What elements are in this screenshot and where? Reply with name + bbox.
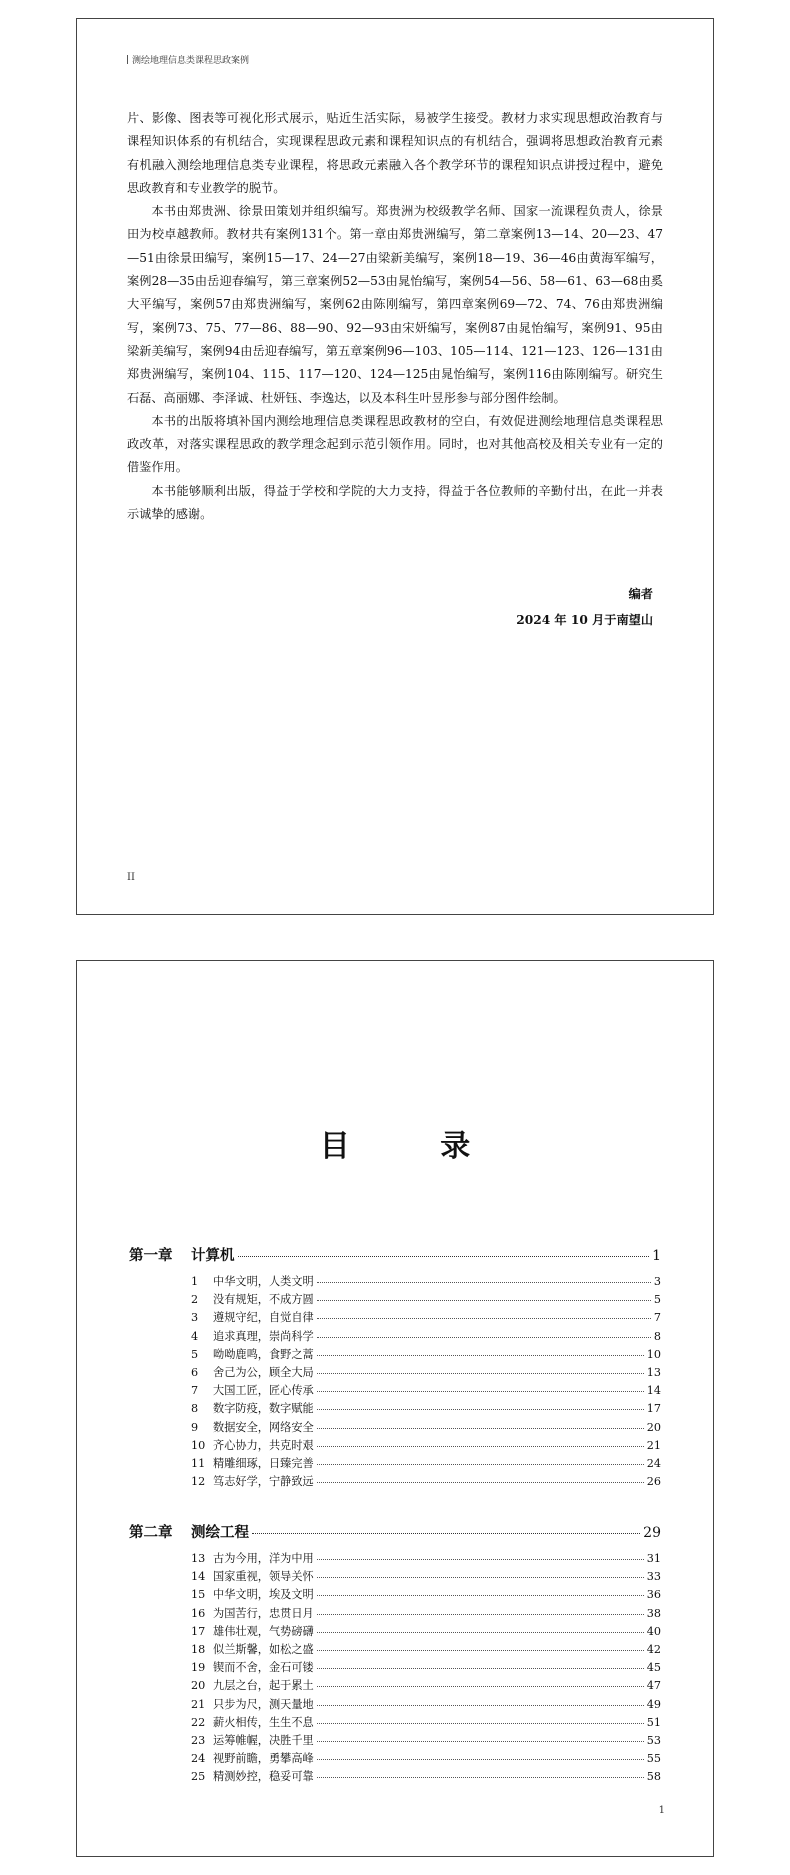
preface-paragraph: 片、影像、图表等可视化形式展示，贴近生活实际，易被学生接受。教材力求实现思想政治教育与课程知识体系的有机结合，实现课程思政元素和课程知识点的有机结合，强调将思想政治教育元素有机融入测绘地理信息类专业课程，将思政元素融入各个教学环节的课程知识点讲授过程中，避免思政教育和专业教学的脱节。 xyxy=(127,111,663,195)
toc-title: 目 录 xyxy=(319,1129,511,1164)
entry-number: 17 xyxy=(191,1624,206,1638)
entry-page: 13 xyxy=(646,1365,661,1379)
toc-entry[interactable] xyxy=(129,1623,661,1641)
toc-entry[interactable] xyxy=(129,1364,661,1382)
entry-page: 42 xyxy=(646,1642,661,1656)
preface-paragraph: 本书由郑贵洲、徐景田策划并组织编写。郑贵洲为校级教学名师、国家一流课程负责人，徐景田为校卓越教师。教材共有案例131个。第一章由郑贵洲编写，第二章案例13—14、20—23、47—51由徐景田编写，案例15—17、24—27由梁新美编写，案例18—19、36—46由黄海军编写，案例28—35由岳迎春编写，第三章案例52—53由晁怡编写，案例54—56、58—61、63—68由奚大平编写，案例57由郑贵洲编写，案例62由陈刚编写，第四章案例69—72、74、76由郑贵洲编写，案例73、75、77—86、88—90、92—93由宋妍编写，案例87由晁怡编写，案例91、95由梁新美编写，案例94由岳迎春编写，第五章案例96—103、105—114、121—123、126—131由郑贵洲编写，案例104、115、117—120、124—125由晁怡编写，案例116由陈刚编写。研究生石磊、高丽娜、李泽诚、杜妍钰、李逸达，以及本科生叶昱彤参与部分图件绘制。 xyxy=(127,204,663,405)
entry-title: 遵规守纪，自觉自律 xyxy=(213,1311,314,1325)
chapter-page: 29 xyxy=(643,1525,661,1541)
signature-date: 2024 年 10 月于南望山 xyxy=(516,613,653,627)
entry-number: 15 xyxy=(191,1588,206,1602)
entry-page: 38 xyxy=(646,1606,661,1620)
dot-leader xyxy=(317,1482,644,1483)
entry-page: 49 xyxy=(646,1697,661,1711)
page-number: II xyxy=(127,872,135,883)
dot-leader xyxy=(317,1650,644,1651)
entry-page: 45 xyxy=(646,1661,661,1675)
entry-title: 国家重视，领导关怀 xyxy=(213,1570,314,1584)
toc-page xyxy=(76,960,714,1857)
entry-title: 舍己为公，顾全大局 xyxy=(213,1365,314,1379)
dot-leader xyxy=(317,1686,644,1687)
dot-leader xyxy=(238,1256,650,1257)
entry-title: 为国苦行，忠贯日月 xyxy=(213,1606,314,1620)
preface-paragraph: 本书能够顺利出版，得益于学校和学院的大力支持，得益于各位教师的辛勤付出，在此一并表示诚挚的感谢。 xyxy=(127,483,663,522)
entry-page: 21 xyxy=(646,1438,661,1452)
chapter-entry[interactable] xyxy=(129,1521,661,1542)
entry-title: 没有规矩，不成方圆 xyxy=(213,1293,314,1307)
toc-entry[interactable] xyxy=(129,1768,661,1786)
dot-leader xyxy=(317,1318,651,1319)
dot-leader xyxy=(317,1559,644,1560)
toc-entry[interactable] xyxy=(129,1346,661,1364)
header-bar xyxy=(127,55,128,64)
entry-title: 数据安全，网络安全 xyxy=(213,1420,314,1434)
entry-number: 6 xyxy=(191,1365,199,1379)
toc-entry[interactable] xyxy=(129,1550,661,1568)
entry-number: 12 xyxy=(191,1475,206,1489)
dot-leader xyxy=(317,1632,644,1633)
entry-number: 19 xyxy=(191,1661,206,1675)
entry-page: 31 xyxy=(646,1552,661,1565)
chapter-number: 第一章 xyxy=(129,1247,173,1264)
dot-leader xyxy=(252,1533,640,1534)
entry-title: 数字防疫，数字赋能 xyxy=(213,1402,314,1416)
entry-number: 8 xyxy=(191,1402,199,1416)
entry-number: 11 xyxy=(191,1456,206,1470)
entry-number: 22 xyxy=(191,1715,206,1729)
toc-entry[interactable] xyxy=(129,1641,661,1659)
entry-number: 5 xyxy=(191,1347,199,1361)
chapter-page: 1 xyxy=(652,1248,661,1264)
toc-entry[interactable] xyxy=(129,1750,661,1768)
dot-leader xyxy=(317,1300,651,1301)
entry-title: 精雕细琢，日臻完善 xyxy=(213,1456,314,1470)
toc-entry[interactable] xyxy=(129,1586,661,1604)
chapter-number: 第二章 xyxy=(129,1524,173,1541)
entry-number: 7 xyxy=(191,1384,199,1398)
entry-title: 运筹帷幄，决胜千里 xyxy=(213,1733,314,1747)
toc-entry[interactable] xyxy=(129,1291,661,1309)
dot-leader xyxy=(317,1373,644,1374)
chapter-title: 计算机 xyxy=(191,1247,235,1264)
entry-page: 5 xyxy=(653,1293,661,1307)
toc-entry[interactable] xyxy=(129,1437,661,1455)
entry-title: 笃志好学，宁静致远 xyxy=(213,1475,314,1489)
dot-leader xyxy=(317,1428,644,1429)
entry-number: 2 xyxy=(191,1293,199,1307)
entry-number: 10 xyxy=(191,1438,206,1452)
entry-number: 9 xyxy=(191,1420,199,1434)
entry-title: 精测妙控，稳妥可靠 xyxy=(213,1770,314,1784)
entry-page: 40 xyxy=(646,1624,661,1638)
entry-page: 7 xyxy=(653,1311,661,1325)
entry-page: 20 xyxy=(646,1420,661,1434)
toc-chapter-2 xyxy=(129,1521,661,1786)
entry-number: 20 xyxy=(191,1679,206,1693)
dot-leader xyxy=(317,1355,644,1356)
dot-leader xyxy=(317,1391,644,1392)
toc-entry[interactable] xyxy=(129,1455,661,1473)
dot-leader xyxy=(317,1777,644,1778)
entry-number: 14 xyxy=(191,1570,206,1584)
toc-entry[interactable] xyxy=(129,1328,661,1346)
entry-number: 16 xyxy=(191,1606,206,1620)
entry-page: 47 xyxy=(646,1679,661,1693)
entry-title: 古为今用，洋为中用 xyxy=(213,1552,314,1565)
entry-title: 视野前瞻，勇攀高峰 xyxy=(213,1752,314,1766)
section-list xyxy=(129,1550,661,1786)
chapter-title: 测绘工程 xyxy=(191,1524,249,1541)
entry-title: 呦呦鹿鸣，食野之蒿 xyxy=(213,1347,314,1361)
dot-leader xyxy=(317,1668,644,1669)
entry-number: 23 xyxy=(191,1733,206,1747)
entry-number: 13 xyxy=(191,1552,206,1565)
dot-leader xyxy=(317,1577,644,1578)
entry-page: 24 xyxy=(646,1456,661,1470)
preface-page xyxy=(76,18,714,915)
entry-title: 雄伟壮观，气势磅礴 xyxy=(213,1624,314,1638)
entry-title: 锲而不舍，金石可镂 xyxy=(213,1661,314,1675)
toc-entry[interactable] xyxy=(129,1696,661,1714)
section-list xyxy=(129,1273,661,1491)
entry-title: 薪火相传，生生不息 xyxy=(213,1715,314,1729)
toc-entry[interactable] xyxy=(129,1400,661,1418)
toc-entry[interactable] xyxy=(129,1714,661,1732)
entry-page: 10 xyxy=(646,1347,661,1361)
entry-number: 18 xyxy=(191,1642,206,1656)
entry-title: 中华文明，人类文明 xyxy=(213,1275,314,1288)
toc-entry[interactable] xyxy=(129,1732,661,1750)
dot-leader xyxy=(317,1409,644,1410)
entry-title: 中华文明，埃及文明 xyxy=(213,1588,314,1602)
preface-body xyxy=(127,107,663,526)
entry-page: 3 xyxy=(653,1275,661,1288)
dot-leader xyxy=(317,1595,644,1596)
entry-number: 4 xyxy=(191,1329,199,1343)
toc-entry[interactable] xyxy=(129,1382,661,1400)
entry-title: 似兰斯馨，如松之盛 xyxy=(213,1642,314,1656)
toc-entry[interactable] xyxy=(129,1677,661,1695)
entry-page: 26 xyxy=(646,1475,661,1489)
dot-leader xyxy=(317,1723,644,1724)
toc-entry[interactable] xyxy=(129,1273,661,1291)
entry-number: 21 xyxy=(191,1697,206,1711)
entry-page: 14 xyxy=(646,1384,661,1398)
entry-number: 1 xyxy=(191,1275,199,1288)
entry-page: 36 xyxy=(646,1588,661,1602)
chapter-entry[interactable] xyxy=(129,1244,661,1265)
dot-leader xyxy=(317,1741,644,1742)
toc-entry[interactable] xyxy=(129,1568,661,1586)
entry-number: 24 xyxy=(191,1752,206,1766)
toc-entry[interactable] xyxy=(129,1309,661,1327)
toc-chapter-1 xyxy=(129,1244,661,1491)
dot-leader xyxy=(317,1759,644,1760)
entry-title: 只步为尺，测天量地 xyxy=(213,1697,314,1711)
entry-page: 17 xyxy=(646,1402,661,1416)
dot-leader xyxy=(317,1614,644,1615)
dot-leader xyxy=(317,1705,644,1706)
preface-paragraph: 本书的出版将填补国内测绘地理信息类课程思政教材的空白，有效促进测绘地理信息类课程思政改革，对落实课程思政的教学理念起到示范引领作用。同时，也对其他高校及相关专业有一定的借鉴作用。 xyxy=(127,413,663,475)
entry-number: 25 xyxy=(191,1770,206,1784)
running-header xyxy=(127,53,249,66)
entry-page: 55 xyxy=(646,1752,661,1766)
page-number: 1 xyxy=(658,1805,665,1816)
entry-title: 追求真理，崇尚科学 xyxy=(213,1329,314,1343)
entry-page: 8 xyxy=(653,1329,661,1343)
toc-entry[interactable] xyxy=(129,1473,661,1491)
entry-page: 58 xyxy=(646,1770,661,1784)
entry-title: 九层之台，起于累土 xyxy=(213,1679,314,1693)
entry-page: 51 xyxy=(646,1715,661,1729)
signature: 编者 xyxy=(628,587,653,601)
entry-page: 53 xyxy=(646,1733,661,1747)
dot-leader xyxy=(317,1337,651,1338)
entry-title: 齐心协力，共克时艰 xyxy=(213,1438,314,1452)
toc-entry[interactable] xyxy=(129,1419,661,1437)
running-header-text: 测绘地理信息类课程思政案例 xyxy=(132,56,250,66)
toc-entry[interactable] xyxy=(129,1605,661,1623)
dot-leader xyxy=(317,1282,651,1283)
toc-entry[interactable] xyxy=(129,1659,661,1677)
entry-title: 大国工匠，匠心传承 xyxy=(213,1384,314,1398)
entry-page: 33 xyxy=(646,1570,661,1584)
entry-number: 3 xyxy=(191,1311,199,1325)
dot-leader xyxy=(317,1464,644,1465)
dot-leader xyxy=(317,1446,644,1447)
